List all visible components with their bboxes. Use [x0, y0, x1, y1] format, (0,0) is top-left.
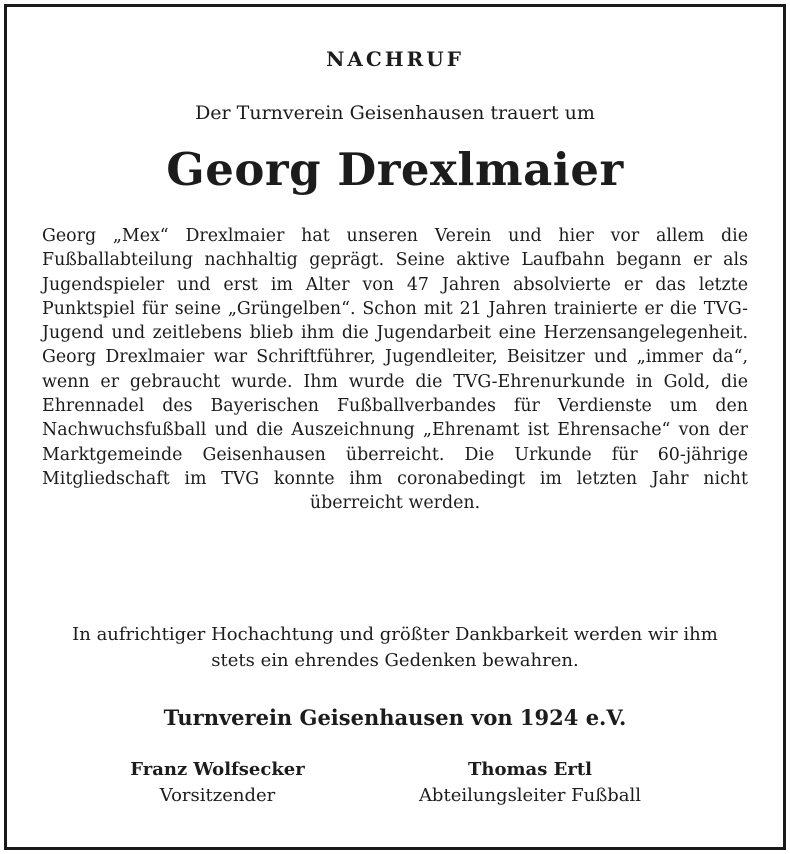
signatory-role: Vorsitzender: [159, 785, 276, 806]
deceased-name: Georg Drexlmaier: [166, 143, 624, 196]
notice-heading: NACHRUF: [326, 47, 464, 71]
organization-name: Turnverein Geisenhausen von 1924 e.V.: [163, 705, 627, 730]
closing-text: In aufrichtiger Hochachtung und größter Dankbarkeit werden wir ihm stets ein ehrendes Gedenken bewahren.: [72, 624, 718, 671]
signatory-role: Abteilungsleiter Fußball: [418, 785, 642, 806]
obituary-text: Georg „Mex“ Drexlmaier hat unseren Verein und hier vor allem die Fußballabteilung nachhaltig geprägt. Seine aktive Laufbahn begann er als Jugendspieler und erst im Alter von 47 Jahren absolvierte er das letzte Punktspiel für seine „Grüngelben“. Schon mit 21 Jahren trainierte er die TVG-Jugend und zeitlebens blieb ihm die Jugendarbeit eine Herzensangelegenheit. Georg Drexlmaier war Schriftführer, Jugendleiter, Beisitzer und „immer da“, wenn er gebraucht wurde. Ihm wurde die TVG-Ehrenurkunde in Gold, die Ehrennadel des Bayerischen Fußballverbandes für Verdienste um den Nachwuchsfußball und die Auszeichnung „Ehrenamt ist Ehrensache“ von der Marktgemeinde Geisenhausen überreicht. Die Urkunde für 60-jährige Mitgliedschaft im TVG konnte ihm coronabedingt im letzten Jahr nicht überreicht werden.: [42, 226, 748, 514]
signatory-name: Thomas Ertl: [468, 759, 592, 780]
signatory-department-head: [385, 757, 675, 809]
signatory-name: Franz Wolfsecker: [130, 759, 305, 780]
signatory-chairman: [95, 757, 340, 809]
intro-line: Der Turnverein Geisenhausen trauert um: [195, 102, 595, 124]
